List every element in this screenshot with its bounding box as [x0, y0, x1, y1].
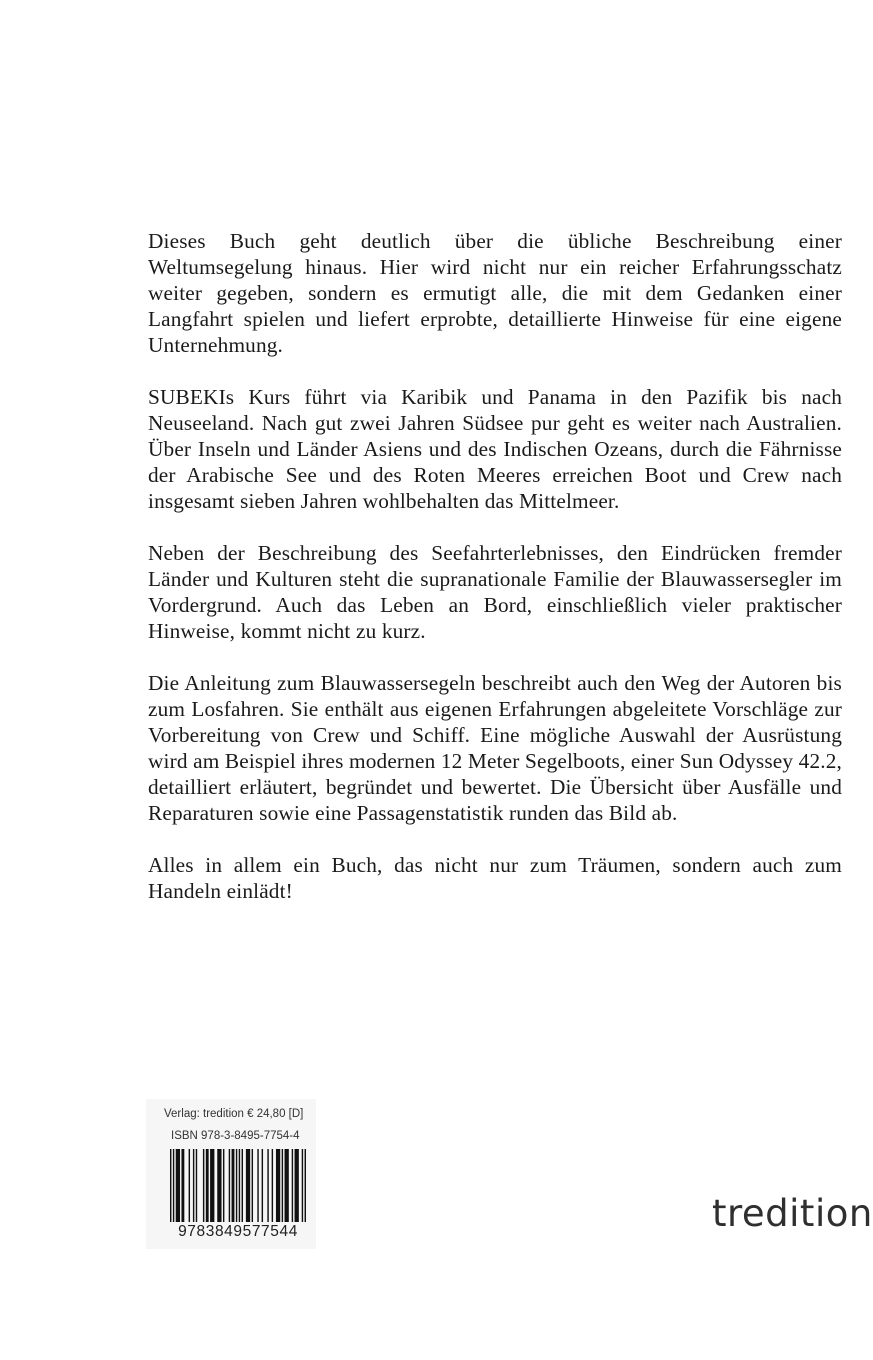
blurb-paragraph-3: Neben der Beschreibung des Seefahrterlebnisses, den Eindrücken fremder Länder und Kulturen steht die supranationale Familie der Blauwassersegler im Vordergrund. Auch das Leben an Bord, einschließlich vieler praktischer Hinweise, kommt nicht zu kurz.: [148, 541, 842, 643]
barcode-bar: [203, 1149, 204, 1222]
barcode-bar: [262, 1149, 263, 1222]
barcode-bars: [170, 1149, 306, 1222]
barcode-bar: [181, 1149, 184, 1222]
barcode-bar: [173, 1149, 174, 1222]
blurb-paragraph-4: Die Anleitung zum Blauwassersegeln beschreibt auch den Weg der Autoren bis zum Losfahren. Sie enthält aus eigenen Erfahrungen abgeleitete Vorschläge zur Vorbereitung von Crew und Schiff. Eine mögliche Auswahl der Ausrüstung wird am Beispiel ihres modernen 12 Meter Segelboots, einer Sun Odyssey 42.2, detailliert erläutert, begründet und bewertet. Die Übersicht über Ausfälle und Reparaturen sowie eine Passagenstatistik runden das Bild ab.: [148, 671, 842, 825]
barcode-bar: [223, 1149, 224, 1222]
barcode-bar: [295, 1149, 299, 1222]
barcode-bar: [239, 1149, 240, 1222]
barcode-bar: [236, 1149, 237, 1222]
barcode-bar: [170, 1149, 171, 1222]
barcode-bar: [242, 1149, 243, 1222]
barcode-bar: [252, 1149, 253, 1222]
barcode-bar: [232, 1149, 235, 1222]
barcode-bar: [282, 1149, 283, 1222]
barcode-bar: [196, 1149, 197, 1222]
tredition-logo: tredition: [712, 1192, 873, 1235]
barcode-digits: 9783849577544: [178, 1223, 298, 1240]
barcode-bar: [285, 1149, 289, 1222]
barcode-bar: [229, 1149, 230, 1222]
barcode-bar: [302, 1149, 303, 1222]
isbn-label: ISBN 978-3-8495-7754-4: [171, 1130, 300, 1142]
barcode-bar: [176, 1149, 180, 1222]
barcode-bar: [257, 1149, 258, 1222]
barcode-bar: [246, 1149, 250, 1222]
barcode-bar: [272, 1149, 273, 1222]
blurb-paragraph-5: Alles in allem ein Buch, das nicht nur zum Träumen, sondern auch zum Handeln einlädt!: [148, 853, 842, 903]
barcode-bar: [189, 1149, 190, 1222]
blurb-paragraph-1: Dieses Buch geht deutlich über die übliche Beschreibung einer Weltumsegelung hinaus. Hier wird nicht nur ein reicher Erfahrungsschatz weiter gegeben, sondern es ermutigt alle, die mit dem Gedanken einer Langfahrt spielen und liefert erprobte, detaillierte Hinweise für eine eigene Unternehmung.: [148, 229, 842, 357]
barcode-bar: [210, 1149, 214, 1222]
barcode-bar: [292, 1149, 293, 1222]
barcode-bar: [206, 1149, 209, 1222]
publisher-price-label: Verlag: tredition € 24,80 [D]: [164, 1108, 304, 1120]
back-cover-blurb: [148, 228, 842, 930]
isbn-barcode-block: [146, 1099, 316, 1249]
barcode-bar: [217, 1149, 221, 1222]
barcode-bar: [276, 1149, 280, 1222]
barcode-bar: [193, 1149, 194, 1222]
barcode-bar: [305, 1149, 306, 1222]
barcode-bar: [267, 1149, 268, 1222]
blurb-paragraph-2: SUBEKIs Kurs führt via Karibik und Panama in den Pazifik bis nach Neuseeland. Nach gut zwei Jahren Südsee pur geht es weiter nach Australien. Über Inseln und Länder Asiens und des Indischen Ozeans, durch die Fährnisse der Arabische See und des Roten Meeres erreichen Boot und Crew nach insgesamt sieben Jahren wohlbehalten das Mittelmeer.: [148, 385, 842, 513]
